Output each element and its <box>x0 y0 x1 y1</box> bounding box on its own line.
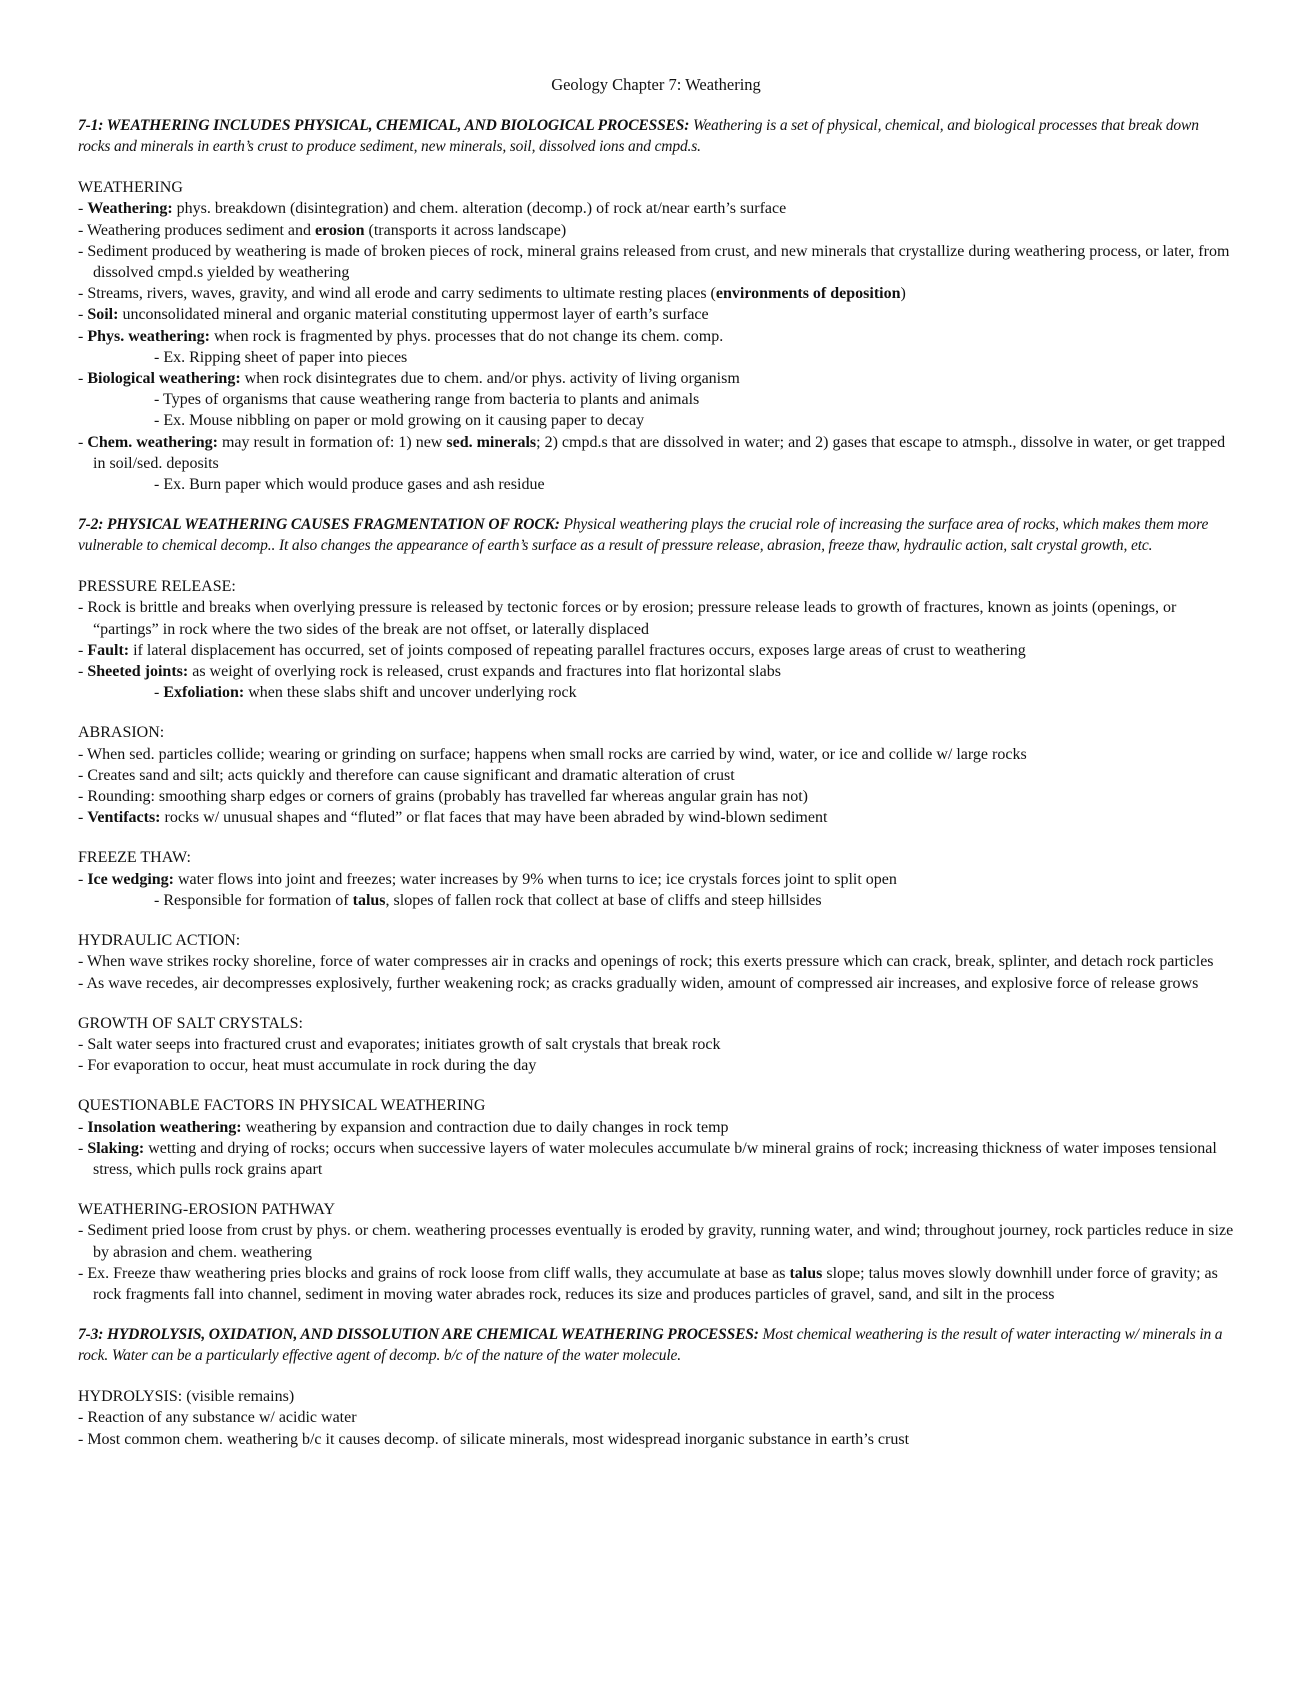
list-item: - When sed. particles collide; wearing or grinding on surface; happens when small rocks are carried by wind, water, or ice and collide w/ large rocks <box>78 745 1027 763</box>
pressure-release-heading: PRESSURE RELEASE: <box>78 578 236 596</box>
list-item: - Slaking: wetting and drying of rocks; occurs when successive layers of water molecules accumulate b/w mineral grains of rock; increasing thickness of water imposes tensional stress, which pulls rock grains apart <box>78 1139 1217 1178</box>
abrasion-heading: ABRASION: <box>78 724 165 742</box>
list-item: - When wave strikes rocky shoreline, force of water compresses air in cracks and openings of rock; this exerts pressure which can crack, break, splinter, and detach rock particles <box>78 953 1214 971</box>
salt-crystals-block <box>78 1013 1234 1077</box>
list-item: - Salt water seeps into fractured crust and evaporates; initiates growth of salt crystals that break rock <box>78 1035 721 1053</box>
weathering-block <box>78 177 1234 495</box>
list-item: - Rock is brittle and breaks when overlying pressure is released by tectonic forces or by erosion; pressure release leads to growth of fractures, known as joints (openings, or “partings” in rock where the two sides of the break are not offset, or laterally displaced <box>78 599 1177 638</box>
hydraulic-action-heading: HYDRAULIC ACTION: <box>78 932 241 950</box>
freeze-thaw-block <box>78 847 1234 911</box>
sub-list-item: - Types of organisms that cause weathering range from bacteria to plants and animals <box>154 391 700 409</box>
list-item: - Most common chem. weathering b/c it causes decomp. of silicate minerals, most widespread inorganic substance in earth’s crust <box>78 1430 910 1448</box>
sub-list-item: - Ex. Ripping sheet of paper into pieces <box>154 348 408 366</box>
list-item: - Sediment pried loose from crust by phys. or chem. weathering processes eventually is eroded by gravity, running water, and wind; throughout journey, rock particles reduce in size by abrasion and chem. weathering <box>78 1222 1234 1261</box>
section-7-1-intro <box>78 115 1234 157</box>
list-item: - Insolation weathering: weathering by expansion and contraction due to daily changes in rock temp <box>78 1118 729 1136</box>
list-item: - Streams, rivers, waves, gravity, and wind all erode and carry sediments to ultimate resting places (environments of deposition) <box>78 285 906 303</box>
sub-list-item: - Responsible for formation of talus, slopes of fallen rock that collect at base of cliffs and steep hillsides <box>154 891 822 909</box>
sub-list-item: - Ex. Mouse nibbling on paper or mold growing on it causing paper to decay <box>154 412 645 430</box>
list-item: - Sediment produced by weathering is made of broken pieces of rock, mineral grains released from crust, and new minerals that crystallize during weathering process, or later, from dissolved cmpd.s yielded by weathering <box>78 242 1230 282</box>
list-item: - Ice wedging: water flows into joint and freezes; water increases by 9% when turns to ice; ice crystals forces joint to split open <box>78 870 897 888</box>
section-7-1-body: Weathering is a set of physical, chemical, and biological processes that break down rocks and minerals in earth’s crust to produce sediment, new minerals, soil, dissolved ions and cmpd.s. <box>78 117 1199 156</box>
list-item: - Ex. Freeze thaw weathering pries blocks and grains of rock loose from cliff walls, they accumulate at base as talus slope; talus moves slowly downhill under force of gravity; as rock fragments fall into channel, sediment in moving water abrades rock, reduces its size and produces particles of gravel, sand, and silt in the process <box>78 1264 1218 1303</box>
weathering-erosion-pathway-block <box>78 1199 1234 1305</box>
document-title: Geology Chapter 7: Weathering <box>551 75 761 94</box>
section-7-2-body: Physical weathering plays the crucial role of increasing the surface area of rocks, which makes them more vulnerable to chemical decomp.. It also changes the appearance of earth’s surface as a result of pressure release, abrasion, freeze thaw, hydraulic action, salt crystal growth, etc. <box>78 516 1209 555</box>
questionable-factors-block <box>78 1095 1234 1180</box>
list-item: - Rounding: smoothing sharp edges or corners of grains (probably has travelled far whereas angular grain has not) <box>78 788 809 806</box>
hydrolysis-block <box>78 1386 1234 1450</box>
abrasion-block <box>78 722 1234 828</box>
section-7-2-intro <box>78 514 1234 556</box>
freeze-thaw-heading: FREEZE THAW: <box>78 849 191 867</box>
list-item: - Ventifacts: rocks w/ unusual shapes and “fluted” or flat faces that may have been abraded by wind-blown sediment <box>78 809 828 827</box>
sub-list-item: - Ex. Burn paper which would produce gases and ash residue <box>154 476 545 494</box>
list-item: - Reaction of any substance w/ acidic water <box>78 1409 357 1427</box>
hydraulic-action-block <box>78 930 1234 994</box>
section-7-3-heading: 7-3: HYDROLYSIS, OXIDATION, AND DISSOLUTION ARE CHEMICAL WEATHERING PROCESSES: <box>78 1326 759 1344</box>
section-7-3-intro <box>78 1324 1234 1366</box>
list-item: - Phys. weathering: when rock is fragmented by phys. processes that do not change its chem. comp. <box>78 327 724 345</box>
weathering-heading: WEATHERING <box>78 179 183 197</box>
list-item: - Biological weathering: when rock disintegrates due to chem. and/or phys. activity of living organism <box>78 370 740 388</box>
sub-list-item: - Exfoliation: when these slabs shift and uncover underlying rock <box>154 684 577 702</box>
list-item: - Soil: unconsolidated mineral and organic material constituting uppermost layer of earth’s surface <box>78 306 709 324</box>
list-item: - For evaporation to occur, heat must accumulate in rock during the day <box>78 1057 537 1075</box>
section-7-2-heading: 7-2: PHYSICAL WEATHERING CAUSES FRAGMENTATION OF ROCK: <box>78 516 560 534</box>
list-item: - Sheeted joints: as weight of overlying rock is released, crust expands and fractures into flat horizontal slabs <box>78 663 781 681</box>
list-item: - Fault: if lateral displacement has occurred, set of joints composed of repeating parallel fractures occurs, exposes large areas of crust to weathering <box>78 641 1026 659</box>
pressure-release-block <box>78 576 1234 703</box>
section-7-3-body: Most chemical weathering is the result of water interacting w/ minerals in a rock. Water can be a particularly effective agent of decomp. b/c of the nature of the water molecule. <box>78 1326 1223 1365</box>
hydrolysis-heading: HYDROLYSIS: (visible remains) <box>78 1388 295 1406</box>
list-item: - As wave recedes, air decompresses explosively, further weakening rock; as cracks gradually widen, amount of compressed air increases, and explosive force of release grows <box>78 974 1199 992</box>
weathering-erosion-pathway-heading: WEATHERING-EROSION PATHWAY <box>78 1201 336 1219</box>
salt-crystals-heading: GROWTH OF SALT CRYSTALS: <box>78 1014 303 1032</box>
questionable-factors-heading: QUESTIONABLE FACTORS IN PHYSICAL WEATHERING <box>78 1097 486 1115</box>
list-item: - Chem. weathering: may result in formation of: 1) new sed. minerals; 2) cmpd.s that are dissolved in water; and 2) gases that escape to atmsph., dissolve in water, or get trapped in soil/sed. deposits <box>78 433 1226 472</box>
list-item: - Weathering: phys. breakdown (disintegration) and chem. alteration (decomp.) of rock at/near earth’s surface <box>78 200 787 218</box>
section-7-1-heading: 7-1: WEATHERING INCLUDES PHYSICAL, CHEMICAL, AND BIOLOGICAL PROCESSES: <box>78 117 690 135</box>
list-item: - Creates sand and silt; acts quickly and therefore can cause significant and dramatic alteration of crust <box>78 766 735 784</box>
list-item: - Weathering produces sediment and erosion (transports it across landscape) <box>78 221 567 239</box>
